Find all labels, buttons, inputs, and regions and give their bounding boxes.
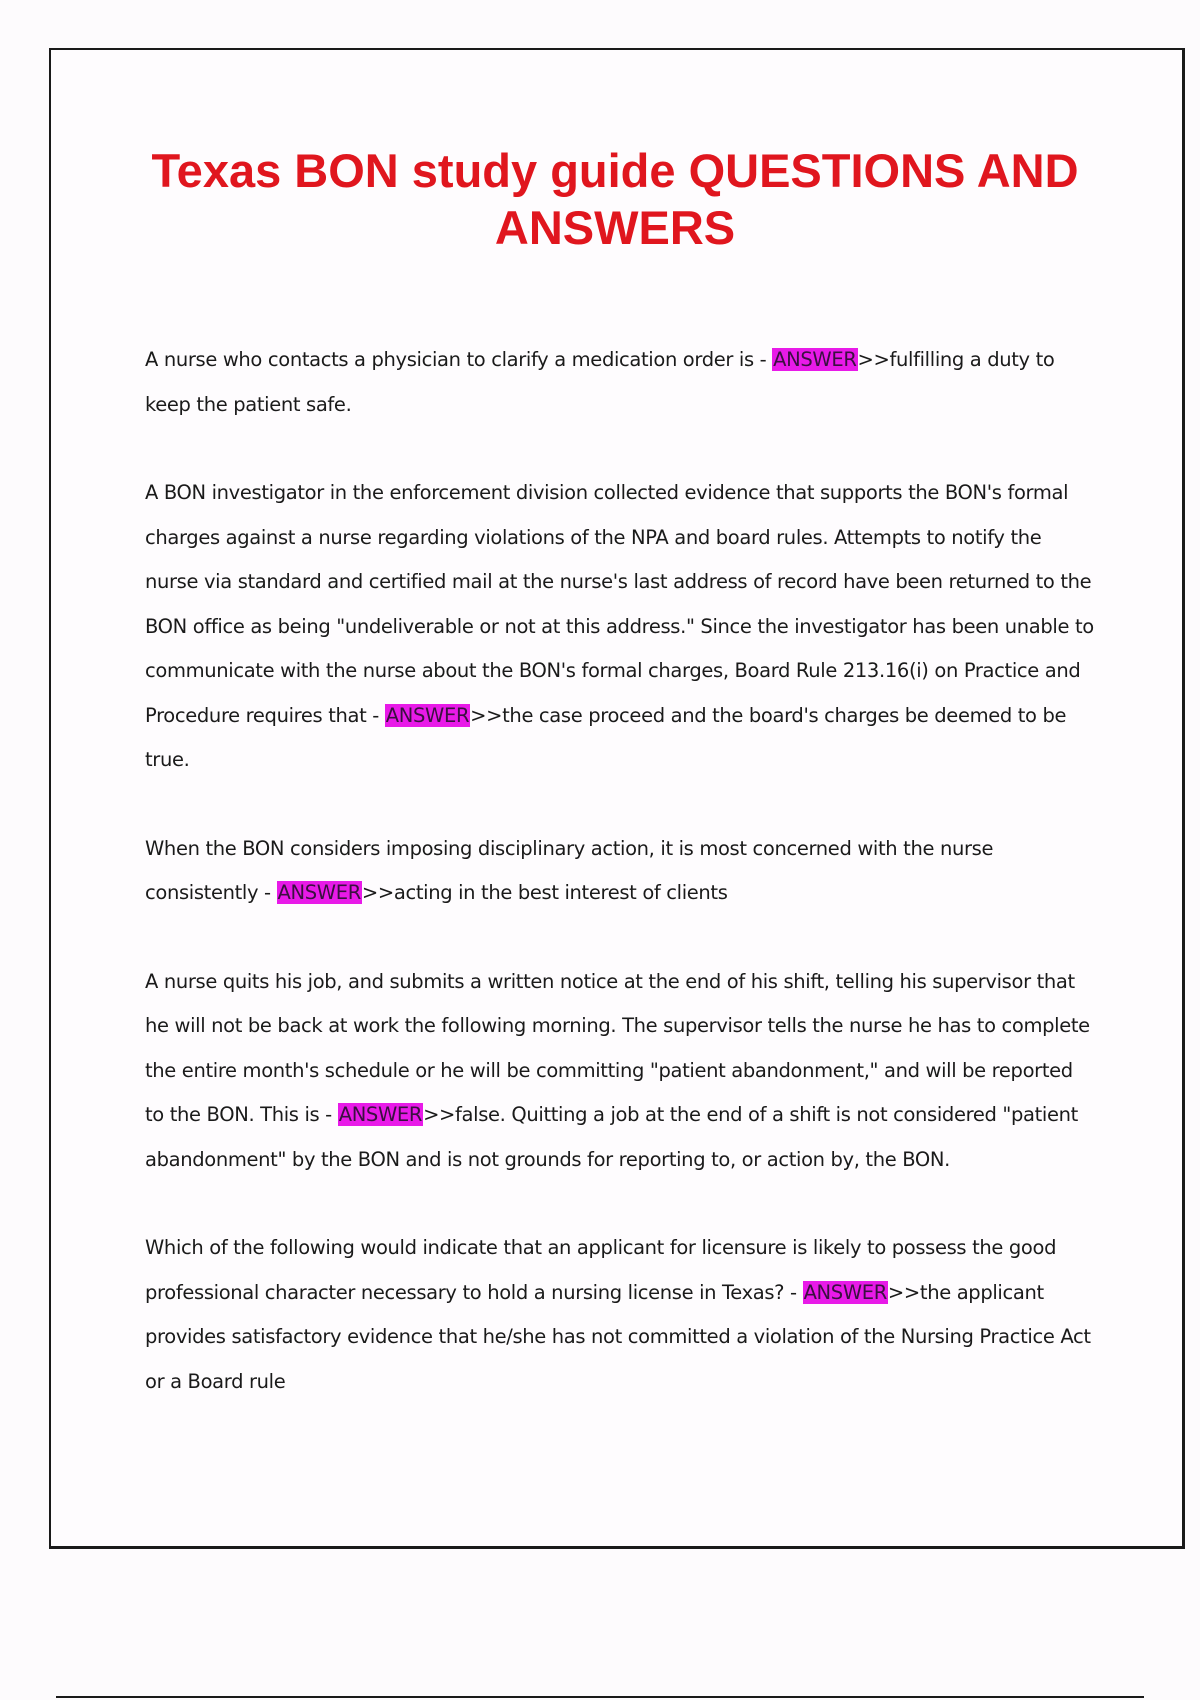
answer-text: >>the case proceed and the board's charges be deemed to be true. [145,703,1067,771]
qa-list [145,338,1095,1448]
answer-marker: ANSWER [773,348,857,371]
qa-item [145,471,1095,783]
question-text: A BON investigator in the enforcement division collected evidence that supports the BON's formal charges against a nurse regarding violations of the NPA and board rules. Attempts to notify the nurse via standard and certified mail at the nurse's last address of record have been returned to the BON office as being "undeliverable or not at this address." Since the investigator has been unable to communicate with the nurse about the BON's formal charges, Board Rule 213.16(i) on Practice and Procedure requires that - [145,481,1094,727]
qa-item [145,338,1095,427]
question-text: A nurse quits his job, and submits a written notice at the end of his shift, telling his supervisor that he will not be back at work the following morning. The supervisor tells the nurse he has to complete the entire month's schedule or he will be committing "patient abandonment," and will be reported to the BON. This is - [145,969,1090,1126]
question-text: A nurse who contacts a physician to clarify a medication order is - [145,348,773,371]
answer-text: >>the applicant provides satisfactory evidence that he/she has not committed a violation of the Nursing Practice Act or a Board rule [145,1280,1091,1393]
qa-item [145,960,1095,1183]
answer-text: >>false. Quitting a job at the end of a shift is not considered "patient abandonment" by the BON and is not grounds for reporting to, or action by, the BON. [145,1103,1078,1171]
bottom-rule [56,1696,1144,1698]
answer-marker: ANSWER [338,1103,423,1126]
answer-marker: ANSWER [277,881,361,904]
document-title: Texas BON study guide QUESTIONS AND ANSWERS [151,144,1079,254]
answer-marker: ANSWER [803,1280,887,1304]
answer-text: >>fulfilling a duty to keep the patient safe. [145,348,1055,416]
answer-text: >>acting in the best interest of clients [361,881,728,904]
qa-item [145,1226,1095,1404]
question-text: Which of the following would indicate that an applicant for licensure is likely to possess the good professional character necessary to hold a nursing license in Texas? - [145,1236,1057,1304]
question-text: When the BON considers imposing disciplinary action, it is most concerned with the nurse consistently - [145,836,994,904]
qa-item [145,827,1095,916]
answer-marker: ANSWER [385,703,470,727]
